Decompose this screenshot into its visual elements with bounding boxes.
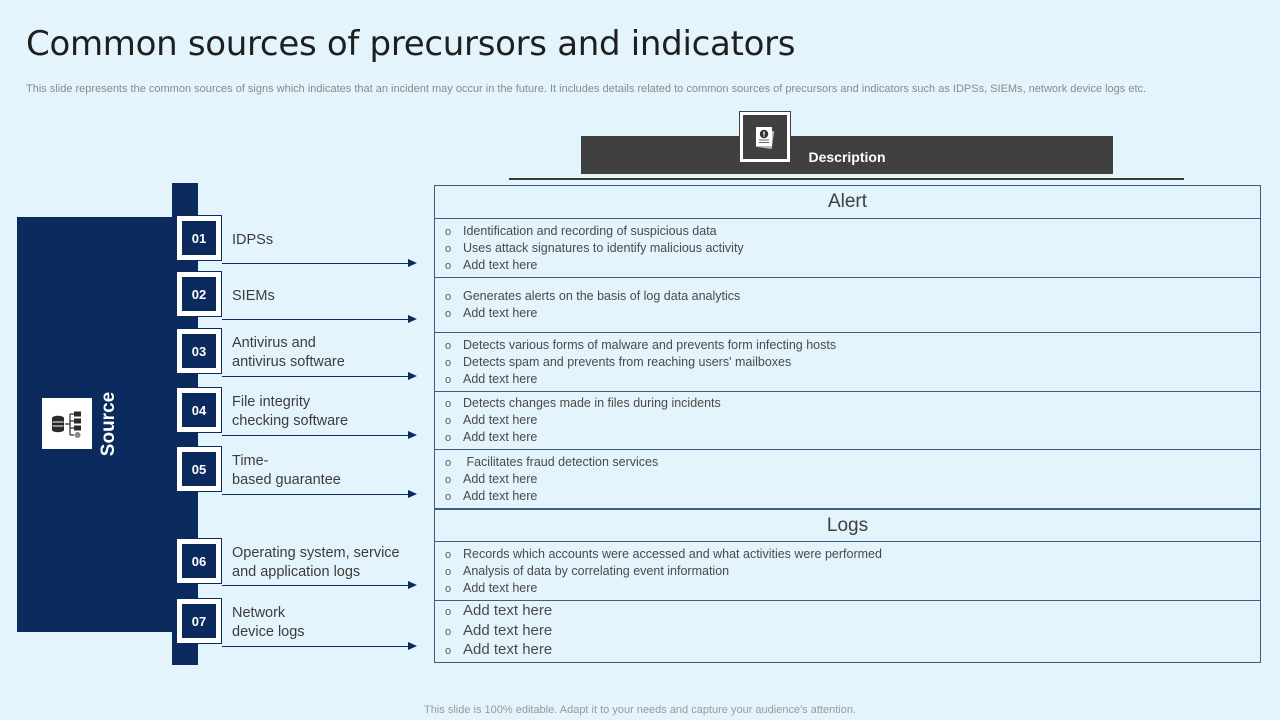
bullet-circle-icon: o xyxy=(445,259,452,272)
connector-arrow-line xyxy=(222,494,410,495)
arrow-head-icon xyxy=(408,642,417,650)
bullet-circle-icon: o xyxy=(445,606,452,619)
bullet-circle-icon: o xyxy=(445,339,452,352)
number-badge xyxy=(176,446,222,492)
bullet-text: Add text here xyxy=(463,580,538,595)
source-item-line1: Network xyxy=(232,605,286,621)
connector-arrow-line xyxy=(222,319,410,320)
description-cell xyxy=(434,332,1261,392)
number-badge xyxy=(176,271,222,317)
number-badge xyxy=(176,215,222,261)
bullet-text: Add text here xyxy=(463,488,538,503)
connector-arrow-line xyxy=(222,376,410,377)
bullet-circle-icon: o xyxy=(445,291,452,303)
description-divider xyxy=(509,178,1184,180)
number-badge xyxy=(176,328,222,374)
bullet-item xyxy=(445,454,1260,471)
source-item-line2: device logs xyxy=(232,624,305,640)
section-alert-label: Alert xyxy=(827,191,868,212)
source-item-line1: IDPSs xyxy=(232,232,274,248)
description-header-label: Description xyxy=(808,149,886,165)
bullet-circle-icon: o xyxy=(445,398,452,410)
source-item-label xyxy=(232,287,275,306)
source-item-line1: SIEMs xyxy=(232,288,275,304)
bullet-circle-icon: o xyxy=(445,645,452,658)
source-item-line1: Operating system, service xyxy=(232,545,400,561)
bullet-text: Add text here xyxy=(463,306,538,320)
number-badge xyxy=(176,387,222,433)
number-badge-label: 03 xyxy=(182,334,216,368)
source-item-line2: antivirus software xyxy=(232,354,345,370)
description-cell xyxy=(434,277,1261,333)
bullet-item xyxy=(445,257,1260,274)
bullet-item xyxy=(445,488,1260,505)
source-item-label xyxy=(232,544,400,582)
page-subtitle: This slide represents the common sources of signs which indicates that an incident may occur in the future. It includes details related to common sources of precursors and indicators such as IDPSs, SIEMs, network device logs etc. xyxy=(26,83,1147,95)
section-alert xyxy=(434,185,1261,219)
arrow-head-icon xyxy=(408,315,417,323)
footer-note: This slide is 100% editable. Adapt it to your needs and capture your audience's attention. xyxy=(424,704,856,716)
number-badge-label: 07 xyxy=(182,604,216,638)
bullet-text: Detects spam and prevents from reaching users' mailboxes xyxy=(463,354,792,369)
bullet-text: Uses attack signatures to identify malicious activity xyxy=(463,240,744,255)
bullet-item xyxy=(445,288,1260,305)
source-item-label xyxy=(232,604,305,642)
database-network-icon xyxy=(42,398,92,449)
bullet-circle-icon: o xyxy=(445,565,452,578)
description-cell xyxy=(434,541,1261,601)
source-item-line2: based guarantee xyxy=(232,472,341,488)
bullet-item xyxy=(445,546,1260,563)
bullet-item xyxy=(445,240,1260,257)
bullet-circle-icon: o xyxy=(445,308,452,320)
description-header xyxy=(581,136,1113,174)
bullet-text: Add text here xyxy=(463,602,553,620)
source-item-line2: and application logs xyxy=(232,564,361,580)
bullet-text: Detects various forms of malware and prevents form infecting hosts xyxy=(463,337,837,352)
bullet-text: Add text here xyxy=(463,371,538,386)
page-title: Common sources of precursors and indicators xyxy=(26,24,796,64)
bullet-text: Add text here xyxy=(463,471,538,486)
description-cell xyxy=(434,600,1261,663)
number-badge-label: 06 xyxy=(182,544,216,578)
source-item-label xyxy=(232,452,341,490)
bullet-circle-icon: o xyxy=(445,490,452,503)
arrow-head-icon xyxy=(408,581,417,589)
bullet-item xyxy=(445,580,1260,597)
bullet-circle-icon: o xyxy=(445,432,452,444)
bullet-circle-icon: o xyxy=(445,356,452,369)
source-item-label xyxy=(232,334,345,372)
arrow-head-icon xyxy=(408,431,417,439)
bullet-item xyxy=(445,563,1260,580)
bullet-text: Generates alerts on the basis of log data analytics xyxy=(463,289,741,303)
source-item-line1: Time- xyxy=(232,453,269,469)
bullet-circle-icon: o xyxy=(445,473,452,486)
bullet-text: Facilitates fraud detection services xyxy=(463,454,659,469)
connector-arrow-line xyxy=(222,263,410,264)
bullet-text: Identification and recording of suspicious data xyxy=(463,223,717,238)
number-badge-label: 01 xyxy=(182,221,216,255)
bullet-circle-icon: o xyxy=(445,625,452,638)
description-cell xyxy=(434,218,1261,278)
bullet-circle-icon: o xyxy=(445,548,452,561)
bullet-circle-icon: o xyxy=(445,373,452,386)
bullet-circle-icon: o xyxy=(445,415,452,427)
bullet-circle-icon: o xyxy=(445,456,452,469)
bullet-text: Records which accounts were accessed and what activities were performed xyxy=(463,546,882,561)
bullet-circle-icon: o xyxy=(445,242,452,255)
bullet-item xyxy=(445,337,1260,354)
source-item-label xyxy=(232,393,348,431)
bullet-text: Analysis of data by correlating event information xyxy=(463,563,730,578)
bullet-item xyxy=(445,602,1260,622)
source-item-line2: checking software xyxy=(232,413,349,429)
number-badge-label: 02 xyxy=(182,277,216,311)
arrow-head-icon xyxy=(408,259,417,267)
source-item-line1: File integrity xyxy=(232,394,311,410)
bullet-text: Add text here xyxy=(463,430,538,444)
section-logs xyxy=(434,509,1261,542)
number-badge-label: 05 xyxy=(182,452,216,486)
number-badge-label: 04 xyxy=(182,393,216,427)
bullet-item xyxy=(445,412,1260,429)
bullet-text: Add text here xyxy=(463,621,553,639)
number-badge xyxy=(176,598,222,644)
bullet-item xyxy=(445,354,1260,371)
bullet-item xyxy=(445,395,1260,412)
bullet-item xyxy=(445,641,1260,661)
arrow-head-icon xyxy=(408,372,417,380)
bullet-item xyxy=(445,305,1260,322)
source-item-line1: Antivirus and xyxy=(232,335,316,351)
source-item-label xyxy=(232,231,273,250)
section-logs-label: Logs xyxy=(826,514,869,536)
bullet-text: Add text here xyxy=(463,413,538,427)
bullet-item xyxy=(445,223,1260,240)
bullet-circle-icon: o xyxy=(445,225,452,238)
source-label: Source xyxy=(98,391,119,457)
bullet-item xyxy=(445,471,1260,488)
description-cell xyxy=(434,449,1261,509)
connector-arrow-line xyxy=(222,585,410,586)
bullet-circle-icon: o xyxy=(445,582,452,595)
bullet-text: Add text here xyxy=(463,257,538,272)
bullet-text: Detects changes made in files during incidents xyxy=(463,396,721,410)
document-alert-icon xyxy=(740,112,790,162)
connector-arrow-line xyxy=(222,435,410,436)
number-badge xyxy=(176,538,222,584)
bullet-text: Add text here xyxy=(463,641,553,659)
arrow-head-icon xyxy=(408,490,417,498)
bullet-item xyxy=(445,622,1260,642)
bullet-item xyxy=(445,371,1260,388)
description-cell xyxy=(434,391,1261,450)
connector-arrow-line xyxy=(222,646,410,647)
bullet-item xyxy=(445,429,1260,446)
